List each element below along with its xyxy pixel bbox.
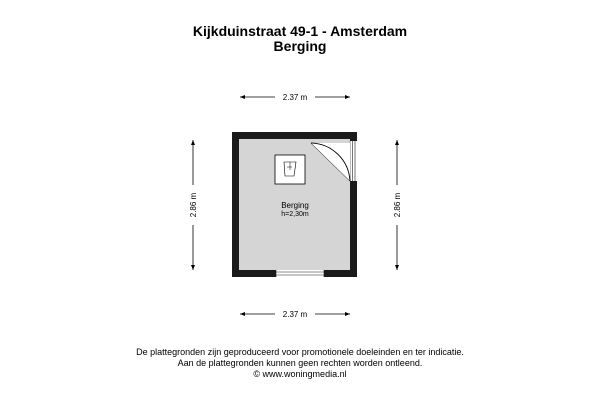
door-opening	[349, 141, 358, 181]
room-name: Berging	[281, 201, 309, 210]
page-title: Kijkduinstraat 49-1 - Amsterdam	[192, 23, 408, 39]
copyright-link[interactable]: © www.woningmedia.nl	[253, 369, 347, 379]
utility-unit	[275, 155, 305, 184]
page-subtitle: Berging	[273, 38, 327, 54]
disclaimer-line-1: De plattegronden zijn geproduceerd voor promotionele doeleinden en ter indicatie.	[136, 347, 464, 357]
left-dimension-label: 2.86 m	[189, 192, 198, 218]
top-dimension-label: 2.37 m	[282, 93, 308, 102]
right-dimension-label: 2.86 m	[393, 192, 402, 218]
room-height: h=2,30m	[281, 211, 309, 218]
window	[276, 270, 324, 277]
bottom-dimension-label: 2.37 m	[282, 310, 308, 319]
disclaimer-line-2: Aan de plattegronden kunnen geen rechten worden ontleend.	[177, 358, 423, 368]
